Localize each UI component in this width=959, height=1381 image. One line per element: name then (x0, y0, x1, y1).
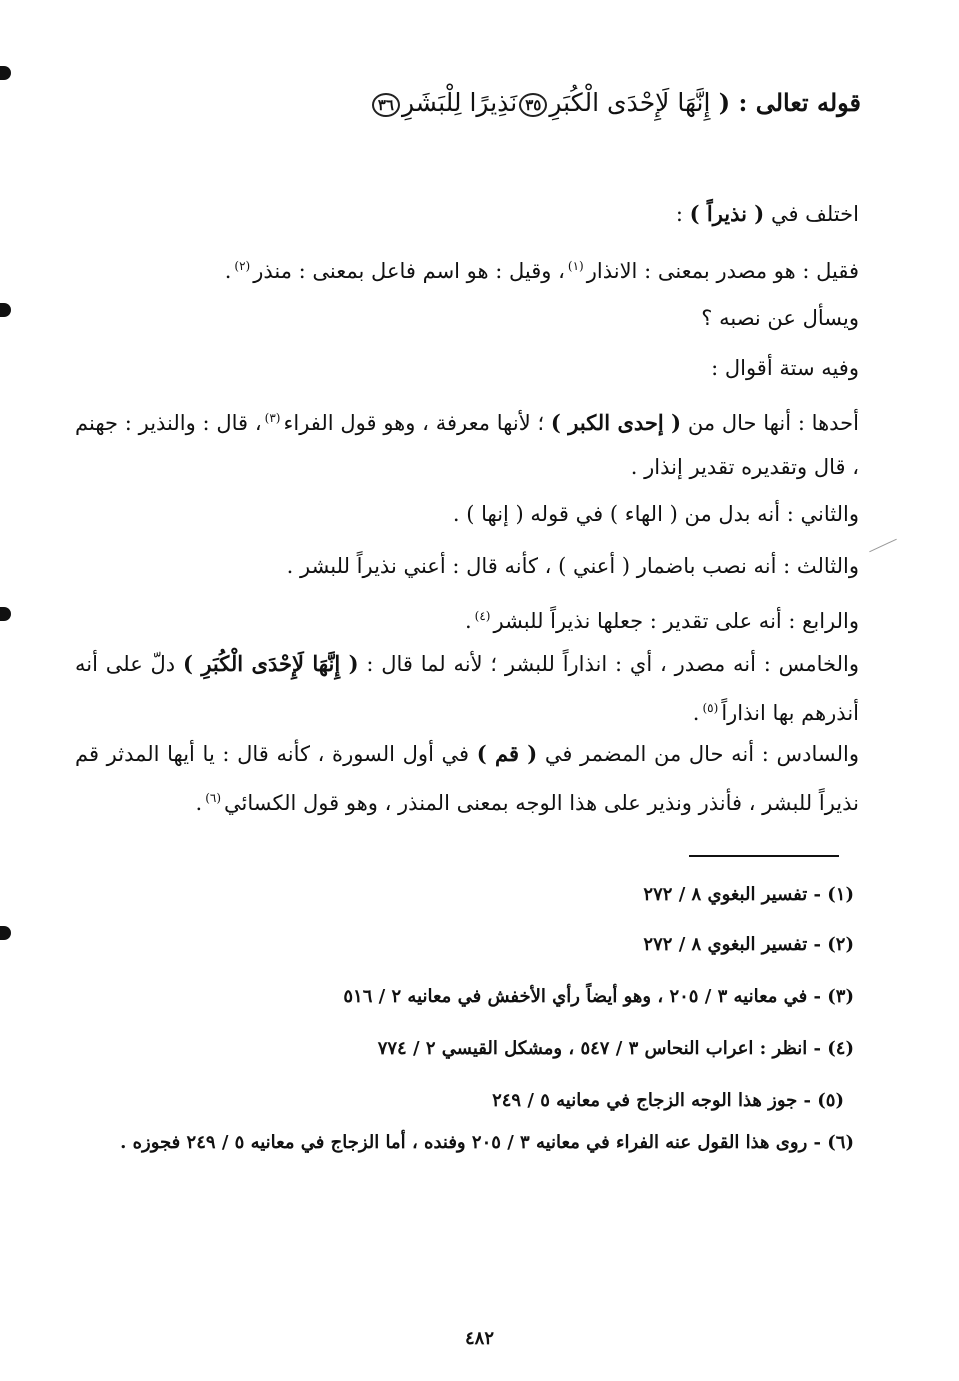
footnote-ref: (٣) (264, 411, 281, 425)
bold-verse: ( إِنَّهَا لَإِحْدَى الْكُبَرِ ) (182, 651, 359, 676)
text: والسادس : أنه حال من المضمر في (544, 742, 859, 766)
bold-term: ( قم ) (476, 741, 538, 766)
paragraph-2 (75, 244, 859, 293)
ayah-number-badge: ٣٦ (372, 93, 400, 117)
quran-verse-part-a: إِنَّهَا لَإِحْدَى الْكُبَرِ (549, 88, 711, 117)
text: اختلف في (770, 202, 859, 226)
footnote-ref: (٢) (234, 259, 251, 273)
text: دلّ على أنه أنذرهم بها انذاراً (75, 652, 859, 725)
paragraph-8 (75, 594, 859, 643)
text: . (195, 791, 203, 815)
quran-verse-part-b: نَذِيرًا لِلْبَشَرِ (401, 88, 518, 117)
paragraph-5 (75, 396, 859, 489)
footnote-ref: (٥) (702, 701, 719, 715)
footnote-ref: (٦) (205, 791, 222, 805)
footnote-separator (689, 855, 839, 857)
paragraph-6: والثاني : أنه بدل من ( الهاء ) في قوله ( إنها ) . (452, 502, 859, 526)
paragraph-3: ويسأل عن نصبه ؟ (701, 306, 859, 330)
text: . (224, 259, 232, 283)
footnote-ref: (١) (567, 259, 584, 273)
bold-term: ( نذيراً ) (689, 201, 765, 226)
footnote-6: (٦) - روى هذا القول عنه الفراء في معانيه ٣ / ٢٠٥ وفنده ، أما الزجاج في معانيه ٥ / ٢٤٩ فجوزه . (120, 1132, 854, 1153)
text: ؛ لأنها معرفة ، وهو قول الفراء (283, 411, 545, 435)
footnote-ref: (٤) (474, 609, 491, 623)
text: : (675, 202, 683, 226)
text: أحدها : أنها حال من (687, 411, 859, 435)
bold-term: ( إحدى الكبر ) (550, 410, 682, 435)
footnote-2: (٢) - تفسير البغوي ٨ / ٢٧٢ (643, 934, 854, 955)
paragraph-7: والثالث : أنه نصب باضمار ( أعني ) ، كأنه قال : أعني نذيراً للبشر . (286, 554, 859, 578)
text: ، وقيل : هو اسم فاعل بمعنى : منذر (253, 259, 565, 283)
text: والرابع : أنه على تقدير : جعلها نذيراً للبشر (493, 609, 859, 633)
paragraph-1 (75, 192, 859, 236)
text: والخامس : أنه مصدر ، أي : انذاراً للبشر ؛ لأنه لما قال : (366, 652, 859, 676)
paragraph-10 (75, 732, 859, 825)
text: . (464, 609, 472, 633)
text: في أول السورة ، كأنه قال : يا أيها المدثر قم نذيراً للبشر ، فأنذر ونذير على هذا الوجه بمعنى المنذر ، وهو قول الكسائي (75, 742, 859, 815)
verse-heading-prefix: قوله تعالى : ( (718, 88, 861, 117)
page-number: ٤٨٢ (464, 1328, 494, 1349)
text: فقيل : هو مصدر بمعنى : الانذار (586, 259, 859, 283)
paragraph-4: وفيه ستة أقوال : (711, 356, 859, 380)
verse-heading (120, 88, 861, 117)
footnote-4: (٤) - انظر : اعراب النحاس ٣ / ٥٤٧ ، ومشكل القيسي ٢ / ٧٧٤ (377, 1038, 854, 1059)
footnote-3: (٣) - في معانيه ٣ / ٢٠٥ ، وهو أيضاً رأي الأخفش في معانيه ٢ / ٥١٦ (343, 986, 854, 1007)
text: . (692, 701, 700, 725)
ayah-number-badge: ٣٥ (519, 93, 547, 117)
footnote-1: (١) - تفسير البغوي ٨ / ٢٧٢ (643, 884, 854, 905)
footnote-5: (٥) - جوز هذا الوجه الزجاج في معانيه ٥ / ٢٤٩ (492, 1090, 844, 1111)
text: ، قال : والنذير : جهنم ، قال وتقديره تقدير إنذار . (75, 411, 859, 479)
paragraph-9 (75, 642, 859, 735)
